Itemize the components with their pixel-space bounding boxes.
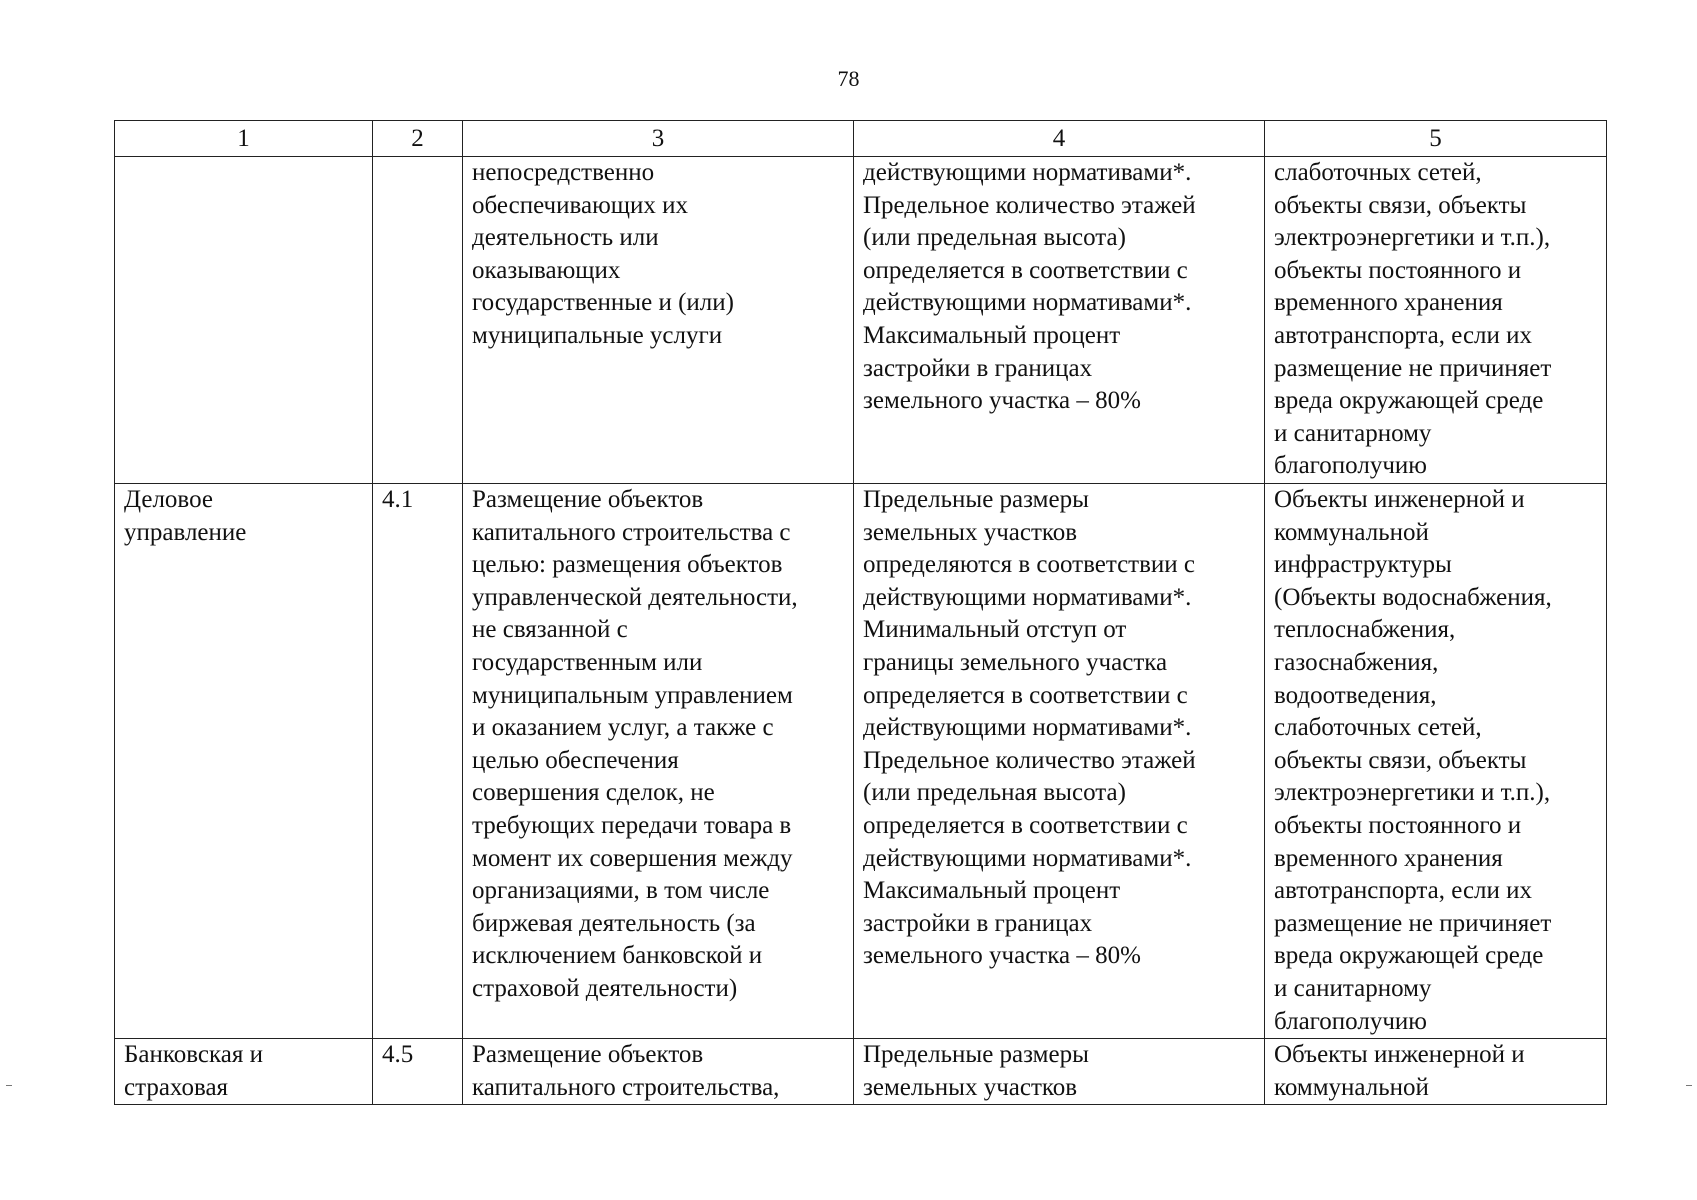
use-type-code-cell: [373, 157, 463, 484]
land-use-table: [114, 120, 1607, 1105]
table-row: [115, 484, 1607, 1039]
column-number-header: 5: [1265, 121, 1607, 157]
use-type-code-cell: 4.5: [373, 1039, 463, 1105]
auxiliary-uses-cell: слаботочных сетей, объекты связи, объекты электроэнергетики и т.п.), объекты постоянного и временного хранения автотранспорта, если их размещение не причиняет вреда окружающей среде и санитарному благополучию: [1265, 157, 1607, 484]
use-description-cell: непосредственно обеспечивающих их деятельность или оказывающих государственные и (или) муниципальные услуги: [463, 157, 854, 484]
use-description-cell: Размещение объектов капитального строительства с целью: размещения объектов управленческой деятельности, не связанной с государственным или муниципальным управлением и оказанием услуг, а также с целью обеспечения совершения сделок, не требующих передачи товара в момент их совершения между организациями, в том числе биржевая деятельность (за исключением банковской и страховой деятельности): [463, 484, 854, 1039]
auxiliary-uses-cell: Объекты инженерной и коммунальной: [1265, 1039, 1607, 1105]
column-number-row: [115, 121, 1607, 157]
column-number-header: 3: [463, 121, 854, 157]
parameters-cell: Предельные размеры земельных участков: [854, 1039, 1265, 1105]
table-row: [115, 1039, 1607, 1105]
use-type-name-cell: Деловое управление: [115, 484, 373, 1039]
use-type-name-cell: Банковская и страховая: [115, 1039, 373, 1105]
scan-edge-mark: [6, 1085, 12, 1086]
column-number-header: 1: [115, 121, 373, 157]
page-number: 78: [837, 66, 860, 91]
column-number-header: 4: [854, 121, 1265, 157]
parameters-cell: действующими нормативами*. Предельное количество этажей (или предельная высота) определяется в соответствии с действующими нормативами*. Максимальный процент застройки в границах земельного участка – 80%: [854, 157, 1265, 484]
use-type-name-cell: [115, 157, 373, 484]
use-description-cell: Размещение объектов капитального строительства,: [463, 1039, 854, 1105]
parameters-cell: Предельные размеры земельных участков определяются в соответствии с действующими нормативами*. Минимальный отступ от границы земельного участка определяется в соответствии с действующими нормативами*. Предельное количество этажей (или предельная высота) определяется в соответствии с действующими нормативами*. Максимальный процент застройки в границах земельного участка – 80%: [854, 484, 1265, 1039]
column-number-header: 2: [373, 121, 463, 157]
scan-edge-mark: [1686, 1085, 1692, 1086]
auxiliary-uses-cell: Объекты инженерной и коммунальной инфраструктуры (Объекты водоснабжения, теплоснабжения, газоснабжения, водоотведения, слаботочных сетей, объекты связи, объекты электроэнергетики и т.п.), объекты постоянного и временного хранения автотранспорта, если их размещение не причиняет вреда окружающей среде и санитарному благополучию: [1265, 484, 1607, 1039]
use-type-code-cell: 4.1: [373, 484, 463, 1039]
table-row: [115, 157, 1607, 484]
